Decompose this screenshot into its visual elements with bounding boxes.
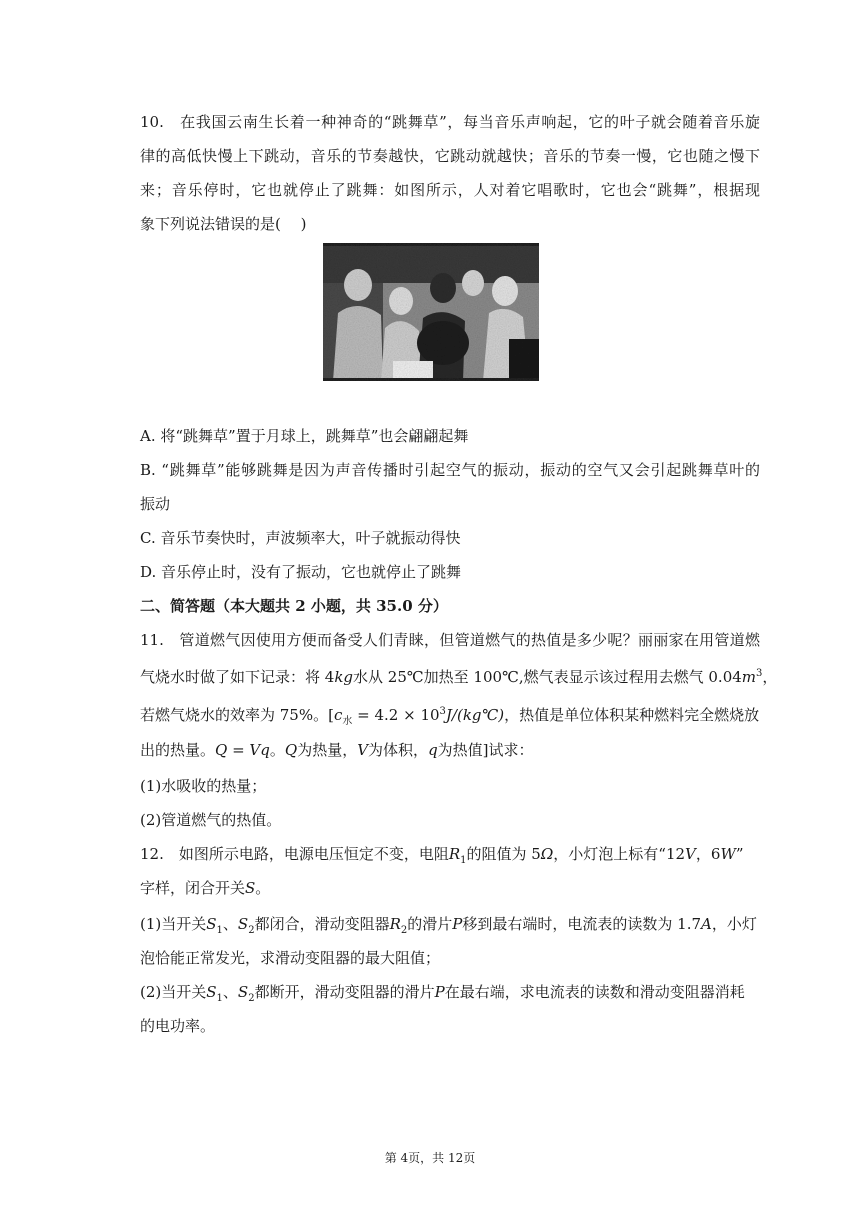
- unit-m-exponent: 3: [756, 668, 763, 679]
- q12-line-1-a: 12. 如图所示电路，电源电压恒定不变，电阻: [140, 845, 449, 863]
- q11-line-2: [140, 664, 778, 687]
- symbol-S2: S: [237, 915, 249, 933]
- unit-V: V: [685, 845, 696, 863]
- q11-line-2-b: 水从 25℃加热至 100℃,燃气表显示该过程用去燃气 0.04: [353, 668, 742, 686]
- q12-p1-a: (1)当开关: [140, 915, 207, 933]
- q12-line-1: [140, 844, 760, 871]
- q12-p2-b: 都断开，滑动变阻器的滑片: [254, 983, 435, 1001]
- unit-kg: kg: [334, 668, 354, 686]
- q12-part-1: [140, 914, 760, 941]
- symbol-R2: R: [389, 915, 401, 933]
- q11-line-4-b: 。: [269, 741, 285, 759]
- power-exponent: 3: [439, 706, 446, 717]
- symbol-c-sub: 水: [342, 716, 353, 727]
- q12-p1-c: 的滑片: [407, 915, 453, 933]
- q10-line-3: 来；音乐停时，它也就停止了跳舞：如图所示，人对着它唱歌时，它也会“跳舞”，根据现: [140, 181, 760, 199]
- q12-p1-e: ，小灯: [711, 915, 757, 933]
- q10-option-d: D. 音乐停止时，没有了振动，它也就停止了跳舞: [140, 563, 462, 581]
- symbol-P: P: [452, 915, 463, 933]
- unit-W: W: [720, 845, 736, 863]
- unit-specific-heat: J/(kg℃): [445, 706, 505, 724]
- symbol-Q: Q: [284, 741, 298, 759]
- q11-line-3: [140, 702, 760, 732]
- symbol-V: V: [357, 741, 369, 759]
- q10-option-a: A. 将“跳舞草”置于月球上，跳舞草”也会翩翩起舞: [140, 427, 469, 445]
- q11-line-4-c: 为热量，: [297, 741, 358, 759]
- q10-option-b: B. “跳舞草”能够跳舞是因为声音传播时引起空气的振动，振动的空气又会引起跳舞草叶的: [140, 461, 760, 479]
- q12-line-1-d: ，6: [695, 845, 721, 863]
- q12-line-1-e: ”: [735, 845, 744, 863]
- q11-line-4-d: 为体积，: [368, 741, 429, 759]
- section-heading: 二、简答题（本大题共 2 小题，共 35.0 分）: [140, 597, 448, 615]
- symbol-S2-b: S: [237, 983, 249, 1001]
- symbol-R1: R: [448, 845, 461, 863]
- unit-A: A: [701, 915, 712, 933]
- dancing-grass-photo: [323, 243, 539, 381]
- q12-p2-a: (2)当开关: [140, 983, 207, 1001]
- q12-p2-c: 在最右端，求电流表的读数和滑动变阻器消耗: [444, 983, 745, 1001]
- q11-line-3-a: 若燃气烧水的效率为 75%。[: [140, 706, 334, 724]
- q12-line-1-c: ，小灯泡上标有“12: [553, 845, 686, 863]
- q10-line-4: 象下列说法错误的是( ): [140, 215, 307, 233]
- unit-ohm: Ω: [540, 845, 554, 863]
- symbol-R1-sub: 1: [460, 855, 467, 866]
- q12-line-2-b: 。: [255, 879, 271, 897]
- symbol-S1: S: [206, 915, 217, 933]
- q10-line-1: 10. 在我国云南生长着一种神奇的“跳舞草”，每当音乐声响起，它的叶子就会随着音乐旋: [140, 113, 760, 131]
- formula-q-vq: Q = Vq: [215, 741, 270, 759]
- q11-sub-1: (1)水吸收的热量；: [140, 777, 267, 795]
- q12-part-2: [140, 982, 760, 1009]
- q11-sub-2: (2)管道燃气的热值。: [140, 811, 282, 829]
- symbol-c: c: [333, 706, 343, 724]
- q12-part-2-cont: 的电功率。: [140, 1017, 216, 1035]
- symbol-P-b: P: [434, 983, 445, 1001]
- symbol-R2-sub: 2: [400, 925, 408, 936]
- q12-line-2: [140, 878, 760, 898]
- q12-line-2-a: 字样，闭合开关: [140, 879, 246, 897]
- dancing-grass-photo-image: [323, 243, 539, 381]
- q12-line-1-b: 的阻值为 5: [466, 845, 541, 863]
- q12-part-1-cont: 泡恰能正常发光，求滑动变阻器的最大阻值；: [140, 949, 441, 967]
- symbol-S1-sub: 1: [216, 925, 223, 936]
- separator: 、: [222, 915, 238, 933]
- unit-m: m: [741, 668, 757, 686]
- symbol-q: q: [428, 741, 438, 759]
- page-footer: 第 4页，共 12页: [384, 1151, 476, 1165]
- q10-line-2: 律的高低快慢上下跳动，音乐的节奏越快，它跳动就越快；音乐的节奏一慢，它也随之慢下: [140, 147, 760, 165]
- q12-p1-b: 都闭合，滑动变阻器: [254, 915, 390, 933]
- q11-line-2-a: 气烧水时做了如下记录：将 4: [140, 668, 335, 686]
- q11-line-3-d: ，热值是单位体积某种燃料完全燃烧放: [504, 706, 760, 724]
- symbol-S: S: [245, 879, 256, 897]
- symbol-S2-b-sub: 2: [248, 993, 255, 1004]
- q11-line-4-e: 为热值]试求：: [437, 741, 534, 759]
- q11-line-1: 11. 管道燃气因使用方便而备受人们青睐，但管道燃气的热值是多少呢？丽丽家在用管道燃: [140, 631, 760, 649]
- symbol-S1-b-sub: 1: [216, 993, 223, 1004]
- symbol-S2-sub: 2: [248, 925, 255, 936]
- q11-line-4: [140, 740, 760, 760]
- q10-option-b-cont: 振动: [140, 495, 171, 513]
- q11-line-2-c: ，: [762, 668, 778, 686]
- q10-option-c: C. 音乐节奏快时，声波频率大，叶子就振动得快: [140, 529, 461, 547]
- q12-p1-d: 移到最右端时，电流表的读数为 1.7: [462, 915, 701, 933]
- q11-line-3-b: = 4.2 × 10: [352, 706, 440, 724]
- q11-line-4-a: 出的热量。: [140, 741, 216, 759]
- separator-b: 、: [222, 983, 238, 1001]
- symbol-S1-b: S: [206, 983, 217, 1001]
